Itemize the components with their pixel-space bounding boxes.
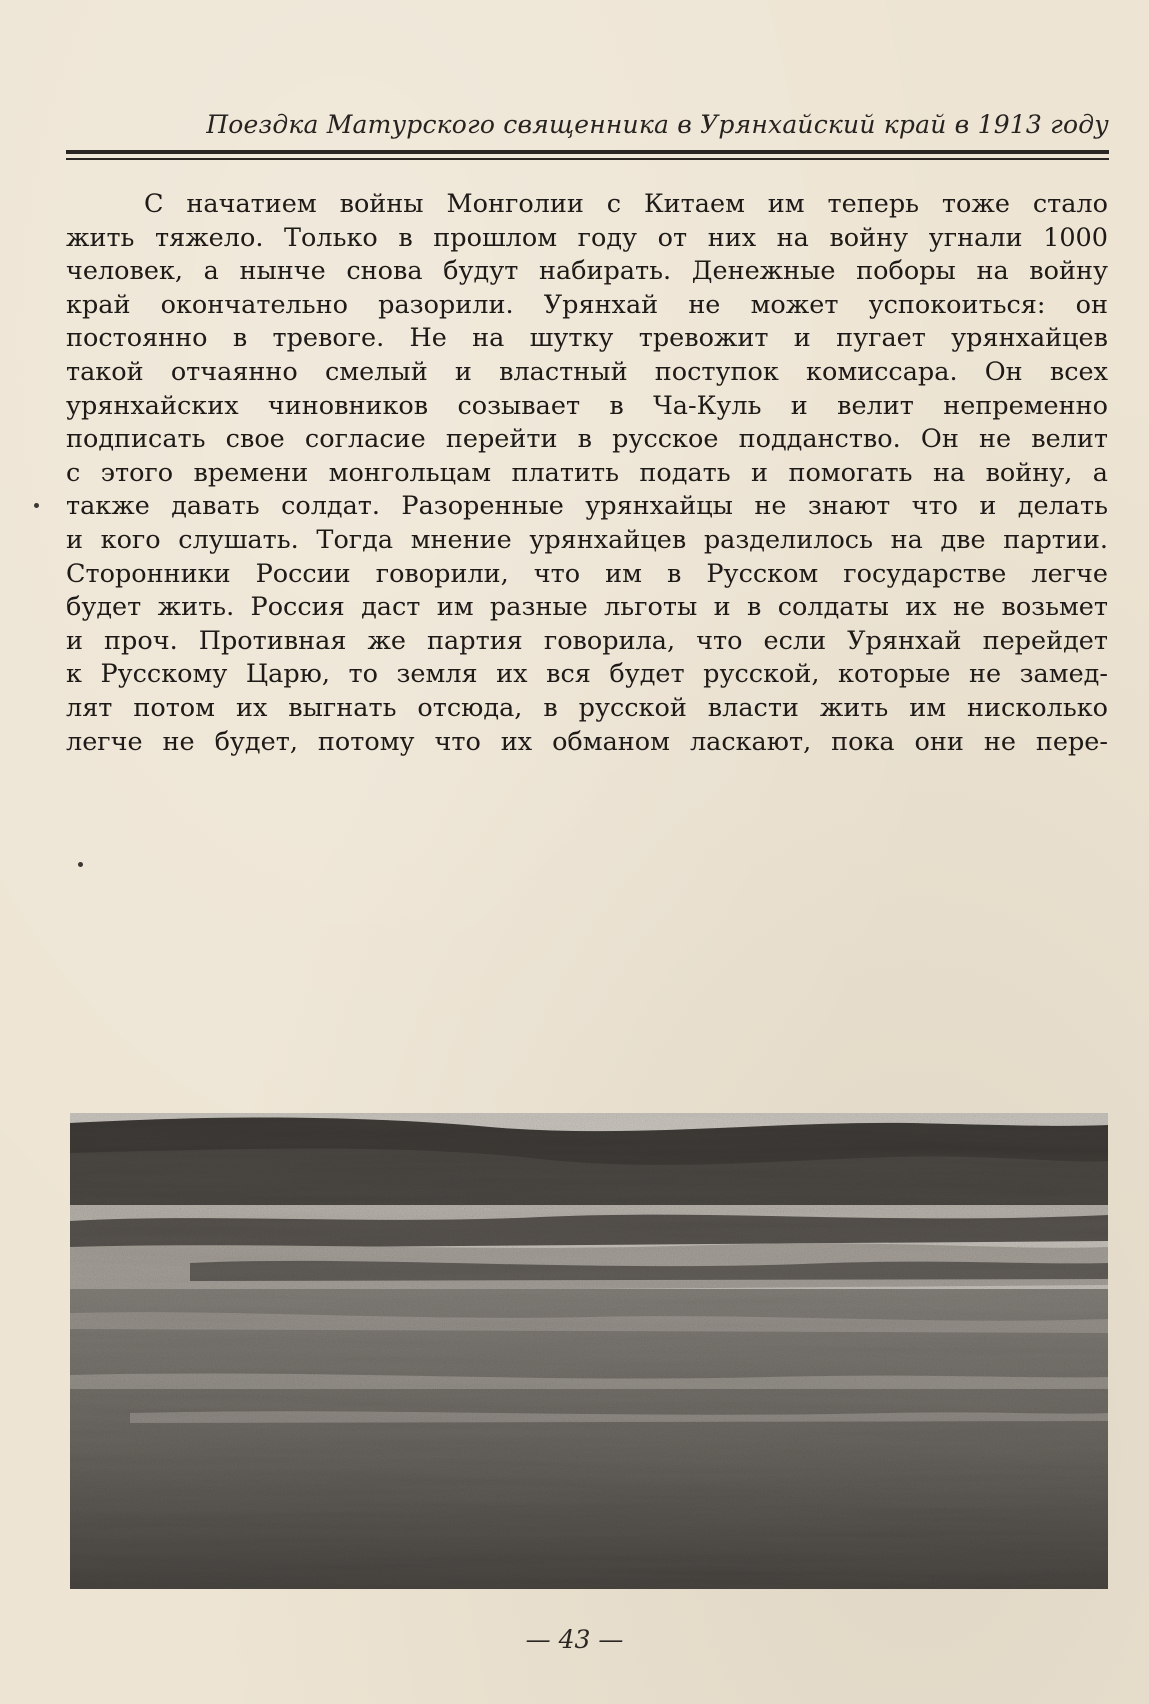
text-line: также давать солдат. Разоренные урянхайцы не знают что и делать bbox=[66, 491, 1108, 522]
text-line: край окончательно разорили. Урянхай не может успокоиться: он bbox=[66, 289, 1108, 320]
body-paragraph bbox=[66, 188, 1108, 759]
running-header: Поездка Матурского священника в Урянхайский край в 1913 году bbox=[206, 110, 1109, 139]
text-line: Сторонники России говорили, что им в Русском государстве легче bbox=[66, 558, 1108, 589]
landscape-photograph bbox=[70, 1113, 1108, 1589]
text-line: будет жить. Россия даст им разные льготы и в солдаты их не возьмет bbox=[66, 592, 1108, 623]
print-speck bbox=[34, 503, 39, 508]
text-line: постоянно в тревоге. Не на шутку тревожит и пугает урянхайцев bbox=[66, 323, 1108, 354]
text-line: и кого слушать. Тогда мнение урянхайцев разделилось на две партии. bbox=[66, 524, 1108, 555]
text-line: С начатием войны Монголии с Китаем им теперь тоже стало bbox=[144, 189, 1108, 219]
text-line: человек, а нынче снова будут набирать. Денежные поборы на войну bbox=[66, 256, 1108, 287]
text-line: лят потом их выгнать отсюда, в русской власти жить им нисколько bbox=[66, 692, 1108, 723]
text-line: такой отчаянно смелый и властный поступок комиссара. Он всех bbox=[66, 356, 1108, 387]
landscape-photograph-art bbox=[70, 1113, 1108, 1589]
text-line: и проч. Противная же партия говорила, что если Урянхай перейдет bbox=[66, 625, 1108, 656]
text-line: подписать свое согласие перейти в русское подданство. Он не велит bbox=[66, 424, 1108, 455]
text-line: к Русскому Царю, то земля их вся будет русской, которые не замед- bbox=[66, 659, 1108, 690]
header-rule-thin bbox=[66, 158, 1109, 160]
text-line: легче не будет, потому что их обманом ласкают, пока они не пере- bbox=[66, 726, 1108, 757]
page-number: — 43 — bbox=[525, 1625, 624, 1654]
text-line: жить тяжело. Только в прошлом году от них на войну угнали 1000 bbox=[66, 222, 1108, 253]
text-line: урянхайских чиновников созывает в Ча-Куль и велит непременно bbox=[66, 390, 1108, 421]
text-line: с этого времени монгольцам платить подать и помогать на войну, а bbox=[66, 457, 1108, 488]
header-rule-thick bbox=[66, 150, 1109, 154]
print-speck bbox=[78, 862, 83, 867]
